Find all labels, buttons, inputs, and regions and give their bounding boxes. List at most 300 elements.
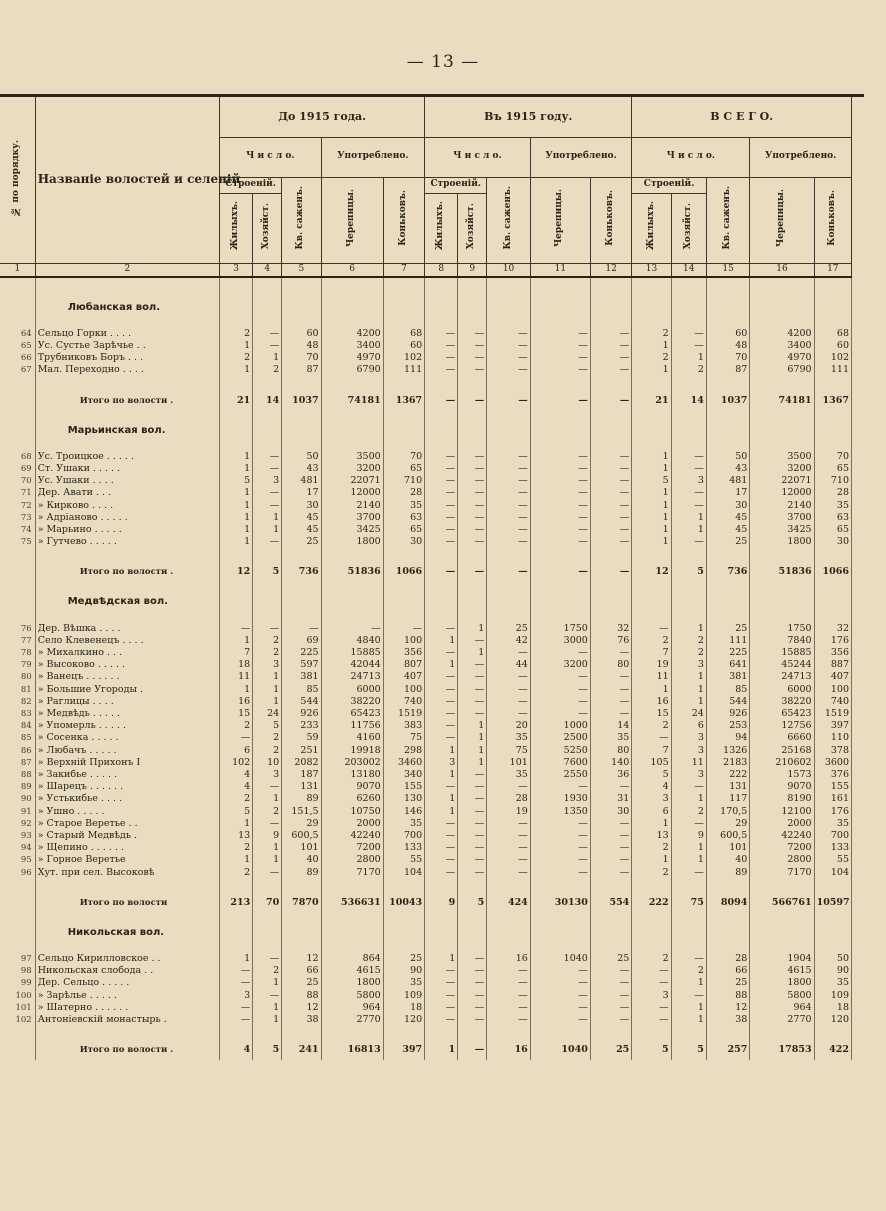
table-cell: 1: [220, 953, 253, 965]
total-cell: —: [458, 391, 487, 411]
total-cell: 12: [632, 562, 671, 582]
table-cell: [530, 302, 590, 314]
table-cell: 2: [220, 720, 253, 732]
table-cell: 1904: [750, 953, 814, 965]
table-cell: 1519: [383, 708, 424, 720]
table-cell: —: [671, 500, 706, 512]
settlement-name: Дер. Авати . . .: [35, 487, 219, 499]
spacer-cell: [253, 437, 282, 451]
table-cell: 2: [671, 364, 706, 376]
table-cell: 66: [282, 965, 321, 977]
table-cell: 50: [706, 451, 750, 463]
table-cell: 30: [706, 500, 750, 512]
spacer-cell: [814, 879, 851, 893]
table-cell: —: [530, 536, 590, 548]
table-cell: 1800: [750, 536, 814, 548]
header-before-1915: До 1915 года.: [220, 97, 425, 137]
settlement-name: » Устькибье . . . .: [35, 793, 219, 805]
header-upotrebleno-total: Употреблено.: [750, 137, 852, 177]
spacer-cell: [425, 377, 458, 391]
table-cell: 30: [383, 536, 424, 548]
table-cell: 1: [458, 647, 487, 659]
table-cell: 2: [632, 635, 671, 647]
table-row: [0, 732, 852, 744]
header-no: № по порядку.: [0, 97, 35, 263]
table-cell: 2500: [530, 732, 590, 744]
table-cell: —: [487, 524, 531, 536]
spacer-cell: [383, 411, 424, 425]
table-cell: [383, 302, 424, 314]
table-cell: —: [253, 487, 282, 499]
table-cell: —: [487, 500, 531, 512]
table-cell: 1040: [530, 953, 590, 965]
total-cell: 1367: [814, 391, 851, 411]
row-number: 95: [0, 854, 35, 866]
table-cell: 2: [253, 647, 282, 659]
row-number: 80: [0, 671, 35, 683]
table-cell: 35: [487, 769, 531, 781]
table-cell: —: [487, 451, 531, 463]
table-cell: 1: [671, 524, 706, 536]
table-cell: —: [671, 328, 706, 340]
table-cell: 43: [282, 463, 321, 475]
spacer-cell: [35, 913, 219, 927]
table-cell: 1800: [750, 977, 814, 989]
settlement-name: » Старый Медвѣдь .: [35, 830, 219, 842]
table-cell: [253, 302, 282, 314]
spacer-cell: [383, 939, 424, 953]
table-cell: 1: [220, 818, 253, 830]
table-cell: 4: [220, 769, 253, 781]
row-number: 64: [0, 328, 35, 340]
spacer-cell: [750, 1026, 814, 1040]
table-cell: [671, 302, 706, 314]
table-cell: 5: [632, 475, 671, 487]
table-cell: 2: [671, 965, 706, 977]
table-cell: 140: [590, 757, 631, 769]
table-cell: —: [425, 475, 458, 487]
table-cell: 24: [253, 708, 282, 720]
table-cell: —: [590, 781, 631, 793]
spacer-cell: [671, 879, 706, 893]
spacer-cell: [590, 377, 631, 391]
table-row: [0, 536, 852, 548]
table-cell: 12: [282, 1002, 321, 1014]
header-name: Названіе волостей и селеній: [35, 97, 219, 263]
row-number: 70: [0, 475, 35, 487]
table-cell: 6790: [321, 364, 383, 376]
spacer-cell: [706, 1026, 750, 1040]
table-row: [0, 659, 852, 671]
table-cell: —: [458, 340, 487, 352]
table-cell: 5: [253, 720, 282, 732]
total-cell: 213: [220, 893, 253, 913]
settlement-name: Хут. при сел. Высоковѣ: [35, 867, 219, 879]
table-cell: —: [458, 806, 487, 818]
spacer-cell: [282, 939, 321, 953]
row-number: 101: [0, 1002, 35, 1014]
table-cell: 18: [383, 1002, 424, 1014]
table-cell: 90: [814, 965, 851, 977]
settlement-name: » Шатерно . . . . . .: [35, 1002, 219, 1014]
table-cell: 2082: [282, 757, 321, 769]
table-cell: 1350: [530, 806, 590, 818]
table-cell: 4970: [321, 352, 383, 364]
table-cell: 1: [425, 745, 458, 757]
table-cell: 3: [220, 990, 253, 1002]
settlement-name: » Ушно . . . . .: [35, 806, 219, 818]
column-number: 6: [321, 263, 383, 277]
spacer-cell: [530, 879, 590, 893]
table-cell: —: [530, 781, 590, 793]
table-cell: 60: [282, 328, 321, 340]
table-cell: 2: [253, 806, 282, 818]
table-cell: 104: [383, 867, 424, 879]
table-cell: [220, 425, 253, 437]
table-cell: —: [458, 463, 487, 475]
spacer-cell: [458, 437, 487, 451]
spacer-cell: [321, 939, 383, 953]
spacer-cell: [458, 277, 487, 302]
spacer-row: [0, 1026, 852, 1040]
table-row: [0, 364, 852, 376]
spacer-cell: [321, 277, 383, 302]
table-cell: [383, 596, 424, 608]
table-cell: —: [487, 867, 531, 879]
table-cell: 42240: [321, 830, 383, 842]
table-cell: —: [671, 867, 706, 879]
table-row: [0, 487, 852, 499]
table-cell: 710: [814, 475, 851, 487]
table-cell: —: [487, 781, 531, 793]
spacer-cell: [220, 939, 253, 953]
table-cell: —: [530, 487, 590, 499]
table-cell: —: [530, 708, 590, 720]
table-cell: —: [671, 487, 706, 499]
table-cell: 100: [383, 635, 424, 647]
table-cell: —: [321, 623, 383, 635]
table-cell: 3425: [750, 524, 814, 536]
table-cell: 60: [706, 328, 750, 340]
spacer-cell: [282, 1026, 321, 1040]
table-cell: —: [458, 854, 487, 866]
row-number: 97: [0, 953, 35, 965]
table-cell: —: [253, 500, 282, 512]
spacer-cell: [220, 913, 253, 927]
table-cell: 80: [590, 659, 631, 671]
table-cell: 1: [253, 684, 282, 696]
table-cell: —: [220, 1014, 253, 1026]
spacer-cell: [750, 913, 814, 927]
table-cell: —: [220, 1002, 253, 1014]
table-cell: 65: [383, 524, 424, 536]
table-cell: —: [425, 842, 458, 854]
table-cell: 70: [814, 451, 851, 463]
spacer-cell: [425, 609, 458, 623]
table-cell: —: [590, 328, 631, 340]
statistics-table: [0, 97, 852, 1060]
spacer-cell: [590, 582, 631, 596]
table-cell: 1: [671, 1002, 706, 1014]
settlement-name: » Раглицы . . . .: [35, 696, 219, 708]
table-cell: 22071: [321, 475, 383, 487]
table-cell: [321, 596, 383, 608]
table-cell: 1: [253, 671, 282, 683]
table-cell: 340: [383, 769, 424, 781]
table-cell: 210602: [750, 757, 814, 769]
table-cell: 1: [425, 793, 458, 805]
row-number: 74: [0, 524, 35, 536]
spacer-cell: [671, 277, 706, 302]
table-row: [0, 990, 852, 1002]
row-number: 71: [0, 487, 35, 499]
spacer-cell: [530, 437, 590, 451]
table-cell: 700: [814, 830, 851, 842]
table-cell: 29: [282, 818, 321, 830]
table-cell: [632, 425, 671, 437]
table-cell: 187: [282, 769, 321, 781]
table-cell: 1: [220, 536, 253, 548]
table-cell: [530, 596, 590, 608]
table-cell: 50: [814, 953, 851, 965]
total-cell: —: [458, 1040, 487, 1060]
spacer-cell: [590, 1026, 631, 1040]
table-cell: —: [530, 524, 590, 536]
row-number: 78: [0, 647, 35, 659]
table-cell: 1000: [530, 720, 590, 732]
table-cell: 66: [706, 965, 750, 977]
table-cell: —: [458, 830, 487, 842]
table-row: [0, 451, 852, 463]
spacer-cell: [458, 879, 487, 893]
table-cell: 6: [671, 720, 706, 732]
table-cell: [282, 425, 321, 437]
table-cell: 15885: [750, 647, 814, 659]
table-cell: —: [671, 953, 706, 965]
total-cell: 12: [220, 562, 253, 582]
table-cell: 1: [253, 854, 282, 866]
spacer-cell: [750, 377, 814, 391]
table-cell: —: [458, 659, 487, 671]
table-cell: [590, 596, 631, 608]
table-cell: 1: [458, 745, 487, 757]
table-cell: —: [425, 451, 458, 463]
table-cell: [220, 596, 253, 608]
header-total: В С Е Г О.: [632, 97, 852, 137]
total-cell: 51836: [750, 562, 814, 582]
total-label: Итого по волости .: [35, 1040, 219, 1060]
table-cell: —: [530, 854, 590, 866]
table-cell: —: [458, 364, 487, 376]
column-number: 7: [383, 263, 424, 277]
table-cell: 65: [814, 524, 851, 536]
table-cell: [590, 302, 631, 314]
spacer-cell: [750, 879, 814, 893]
table-cell: 24713: [750, 671, 814, 683]
header-stroeniy-before: Строеній.: [220, 177, 282, 193]
table-cell: 1: [671, 671, 706, 683]
spacer-cell: [671, 582, 706, 596]
table-cell: 45244: [750, 659, 814, 671]
table-cell: 101: [706, 842, 750, 854]
table-cell: —: [458, 977, 487, 989]
spacer-row: [0, 437, 852, 451]
settlement-name: » Шарецъ . . . . . .: [35, 781, 219, 793]
table-cell: 32: [590, 623, 631, 635]
table-cell: —: [487, 965, 531, 977]
table-cell: 356: [383, 647, 424, 659]
table-cell: 544: [706, 696, 750, 708]
spacer-cell: [590, 411, 631, 425]
table-cell: 1: [220, 512, 253, 524]
table-cell: 31: [590, 793, 631, 805]
spacer-cell: [530, 1026, 590, 1040]
spacer-cell: [590, 314, 631, 328]
table-cell: 102: [220, 757, 253, 769]
table-cell: —: [253, 990, 282, 1002]
table-cell: [632, 302, 671, 314]
spacer-cell: [632, 437, 671, 451]
table-cell: 44: [487, 659, 531, 671]
table-cell: —: [458, 500, 487, 512]
settlement-name: » Старое Веретье . .: [35, 818, 219, 830]
table-cell: 48: [282, 340, 321, 352]
table-cell: 641: [706, 659, 750, 671]
table-body: [0, 277, 852, 1061]
table-cell: 117: [706, 793, 750, 805]
header-konkov-total: Коньковъ.: [814, 177, 851, 263]
settlement-name: » Кирково . . . .: [35, 500, 219, 512]
table-row: [0, 977, 852, 989]
table-cell: 85: [706, 684, 750, 696]
spacer-cell: [458, 582, 487, 596]
table-cell: —: [487, 536, 531, 548]
table-cell: —: [590, 696, 631, 708]
table-cell: —: [425, 463, 458, 475]
table-cell: —: [458, 842, 487, 854]
table-cell: 378: [814, 745, 851, 757]
table-cell: 1: [253, 524, 282, 536]
table-cell: 1: [632, 854, 671, 866]
table-cell: 89: [282, 793, 321, 805]
table-cell: 5: [220, 806, 253, 818]
volost-title: Любанская вол.: [35, 302, 219, 314]
table-cell: 2: [220, 793, 253, 805]
table-cell: 3: [632, 990, 671, 1002]
table-cell: —: [487, 854, 531, 866]
table-cell: —: [253, 818, 282, 830]
table-cell: 2: [253, 732, 282, 744]
table-cell: 100: [383, 684, 424, 696]
spacer-cell: [321, 411, 383, 425]
row-number: 65: [0, 340, 35, 352]
spacer-cell: [814, 939, 851, 953]
total-cell: 5: [253, 1040, 282, 1060]
spacer-row: [0, 548, 852, 562]
spacer-cell: [0, 437, 35, 451]
table-cell: —: [458, 524, 487, 536]
table-cell: 1: [671, 793, 706, 805]
table-cell: 151,5: [282, 806, 321, 818]
row-number: 89: [0, 781, 35, 793]
total-cell: 51836: [321, 562, 383, 582]
settlement-name: Мал. Переходно . . . .: [35, 364, 219, 376]
spacer-cell: [253, 314, 282, 328]
table-cell: 133: [814, 842, 851, 854]
table-cell: [590, 927, 631, 939]
table-cell: 68: [814, 328, 851, 340]
table-cell: 24: [671, 708, 706, 720]
table-cell: 3700: [750, 512, 814, 524]
table-cell: 42: [487, 635, 531, 647]
table-cell: 1: [632, 463, 671, 475]
table-cell: —: [487, 977, 531, 989]
table-cell: [253, 596, 282, 608]
spacer-cell: [35, 582, 219, 596]
table-cell: 1: [220, 635, 253, 647]
table-cell: 30: [590, 806, 631, 818]
table-cell: 24713: [321, 671, 383, 683]
table-cell: 1: [632, 487, 671, 499]
spacer-cell: [632, 548, 671, 562]
table-cell: 397: [814, 720, 851, 732]
table-cell: 36: [590, 769, 631, 781]
column-number: 16: [750, 263, 814, 277]
spacer-cell: [750, 314, 814, 328]
table-cell: —: [487, 487, 531, 499]
table-cell: 1: [425, 806, 458, 818]
table-cell: 9: [671, 830, 706, 842]
table-cell: 2770: [321, 1014, 383, 1026]
spacer-cell: [253, 548, 282, 562]
spacer-cell: [814, 277, 851, 302]
spacer-cell: [487, 411, 531, 425]
table-cell: —: [487, 684, 531, 696]
table-cell: [632, 927, 671, 939]
table-row: [0, 500, 852, 512]
spacer-cell: [282, 582, 321, 596]
total-cell: 75: [671, 893, 706, 913]
spacer-cell: [321, 1026, 383, 1040]
table-cell: 42044: [321, 659, 383, 671]
total-cell: 14: [671, 391, 706, 411]
table-cell: 5250: [530, 745, 590, 757]
column-number: 4: [253, 263, 282, 277]
row-number: 87: [0, 757, 35, 769]
table-cell: 740: [383, 696, 424, 708]
spacer-cell: [220, 609, 253, 623]
table-cell: 3: [671, 475, 706, 487]
table-cell: —: [590, 524, 631, 536]
table-cell: 1: [671, 512, 706, 524]
table-cell: [0, 927, 35, 939]
spacer-cell: [253, 939, 282, 953]
table-cell: 1: [220, 364, 253, 376]
header-stroeniy-in: Строеній.: [425, 177, 487, 193]
spacer-cell: [220, 879, 253, 893]
table-cell: [0, 302, 35, 314]
table-cell: —: [590, 500, 631, 512]
table-cell: —: [458, 352, 487, 364]
table-cell: 109: [814, 990, 851, 1002]
table-row: [0, 769, 852, 781]
table-cell: 1573: [750, 769, 814, 781]
table-cell: 109: [383, 990, 424, 1002]
total-cell: 25: [590, 1040, 631, 1060]
table-row: [0, 953, 852, 965]
table-cell: 101: [487, 757, 531, 769]
table-cell: 298: [383, 745, 424, 757]
